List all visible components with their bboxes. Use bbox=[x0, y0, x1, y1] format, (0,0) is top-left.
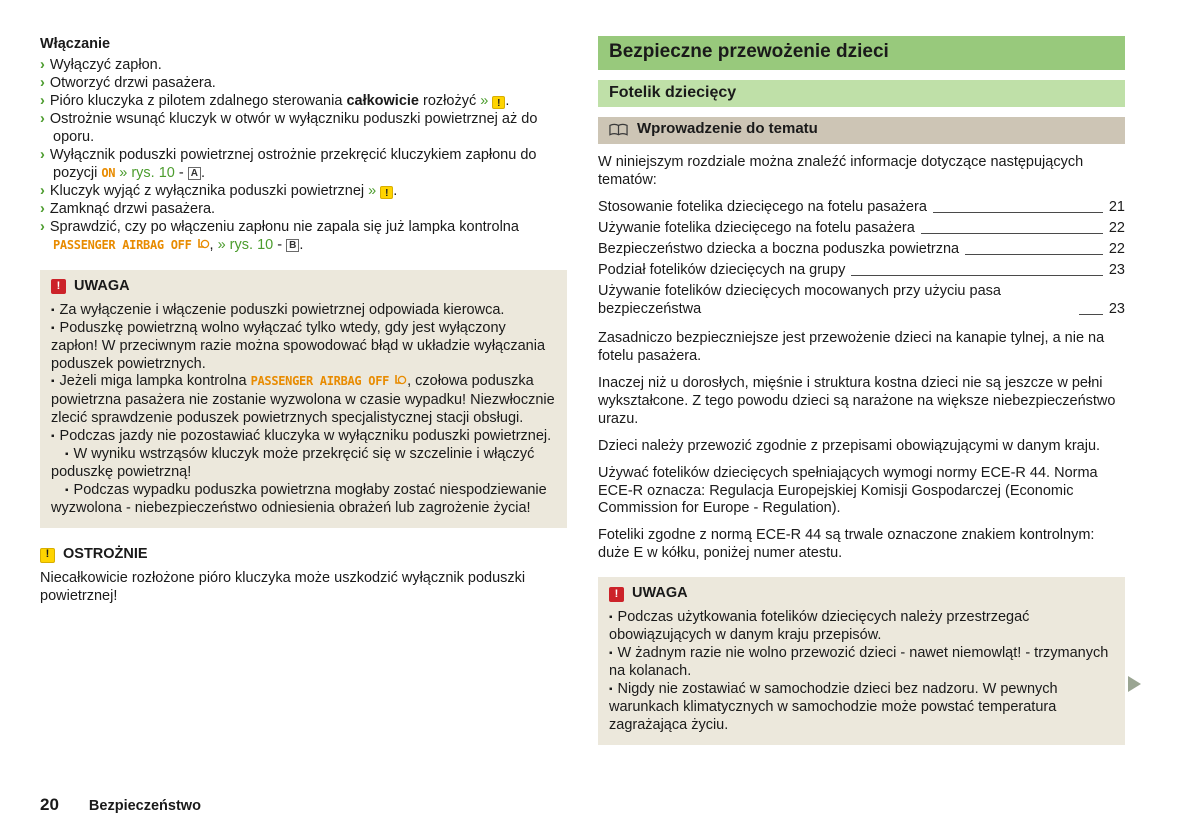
warning-icon: ! bbox=[380, 186, 393, 199]
toc-page-number: 23 bbox=[1108, 261, 1125, 278]
bullet-square-icon: ▪ bbox=[51, 322, 55, 334]
step-arrow-icon: › bbox=[40, 110, 45, 127]
section-heading: Fotelik dziecięcy bbox=[598, 80, 1125, 108]
warning-text: , czołowa poduszka powietrzna pasażera nie zostanie wyzwolona w czasie wypadku! Niezwłocznie zlecić sprawdzenie poduszek powietrznych specjalistycznej stacji obsługi. bbox=[51, 373, 555, 427]
procedure-step bbox=[40, 183, 567, 201]
bullet-square-icon: ▪ bbox=[51, 431, 55, 443]
step-arrow-icon: › bbox=[40, 56, 45, 73]
toc-label: Podział fotelików dziecięcych na grupy bbox=[598, 261, 846, 278]
step-text: Wyłącznik poduszki powietrznej ostrożnie przekręcić kluczykiem zapłonu do pozycji bbox=[49, 146, 537, 181]
topic-heading bbox=[598, 117, 1125, 144]
caution-text: Niecałkowicie rozłożone pióro kluczyka może uszkodzić wyłącznik poduszki powietrznej! bbox=[40, 570, 526, 605]
warning-text: Podczas wypadku poduszka powietrzna mogłaby zostać niespodziewanie wyzwolona - niebezpieczeństwo odniesienia obrażeń lub zagrożenie życia! bbox=[51, 482, 547, 517]
warning-subitem bbox=[51, 446, 556, 482]
warning-box-title bbox=[51, 278, 556, 296]
caution-title-text: OSTROŻNIE bbox=[63, 546, 148, 563]
step-text: . bbox=[393, 182, 398, 199]
toc-item[interactable] bbox=[598, 199, 1125, 217]
procedure-list bbox=[40, 57, 567, 256]
caution-section bbox=[40, 546, 567, 606]
control-label-on: ON bbox=[101, 165, 116, 180]
warning-text: Poduszkę powietrzną wolno wyłączać tylko wtedy, gdy jest wyłączony zapłon! W przeciwnym razie można spowodować błąd w układzie wyłączania poduszek powietrznych. bbox=[51, 319, 546, 372]
toc-label: Używanie fotelika dziecięcego na fotelu pasażera bbox=[598, 219, 915, 236]
warning-box bbox=[40, 270, 567, 529]
toc-leader-line bbox=[921, 233, 1103, 234]
cross-reference-figure[interactable]: » rys. 10 bbox=[115, 164, 175, 181]
airbag-indicator-icon bbox=[393, 374, 407, 392]
procedure-step bbox=[40, 201, 567, 219]
step-arrow-icon: › bbox=[40, 218, 45, 235]
step-text: rozłożyć bbox=[418, 92, 481, 109]
toc-page-number: 23 bbox=[1108, 300, 1125, 317]
warning-box bbox=[598, 577, 1125, 745]
toc-page-number: 21 bbox=[1108, 198, 1125, 215]
toc-label: Bezpieczeństwo dziecka a boczna poduszka powietrzna bbox=[598, 240, 960, 257]
warning-item bbox=[609, 681, 1114, 735]
warning-text: Nigdy nie zostawiać w samochodzie dzieci bez nadzoru. W pewnych warunkach klimatycznych w samochodzie może powstać temperatura zagrażająca życiu. bbox=[609, 681, 1058, 734]
cross-reference-figure[interactable]: » rys. 10 bbox=[217, 236, 274, 253]
warning-text: W żadnym razie nie wolno przewozić dzieci - nawet niemowląt! - trzymanych na kolanach. bbox=[609, 645, 1109, 680]
procedure-step bbox=[40, 57, 567, 75]
warning-item bbox=[609, 609, 1114, 645]
warning-text: Podczas jazdy nie pozostawiać kluczyka w wyłączniku poduszki powietrznej. bbox=[59, 428, 552, 445]
control-label-passenger-airbag-off: PASSENGER AIRBAG OFF bbox=[250, 374, 390, 389]
callout-letter-a: A bbox=[188, 167, 201, 180]
bullet-square-icon: ▪ bbox=[65, 449, 69, 461]
toc-label: Używanie fotelików dziecięcych mocowanych przy użyciu pasa bezpieczeństwa bbox=[598, 282, 1001, 317]
procedure-heading: Włączanie bbox=[40, 36, 111, 52]
caution-exclamation-icon: ! bbox=[40, 548, 55, 563]
step-text: , bbox=[209, 236, 218, 253]
step-text: Sprawdzić, czy po włączeniu zapłonu nie zapala się już lampka kontrolna bbox=[49, 218, 519, 235]
toc-item[interactable] bbox=[598, 220, 1125, 238]
warning-item bbox=[609, 645, 1114, 681]
toc-label: Stosowanie fotelika dziecięcego na fotelu pasażera bbox=[598, 198, 927, 215]
warning-text: W wyniku wstrząsów kluczyk może przekręcić się w szczelinie i włączyć poduszkę powietrzną! bbox=[51, 446, 535, 481]
step-text: Wyłączyć zapłon. bbox=[49, 56, 162, 73]
body-paragraph: Dzieci należy przewozić zgodnie z przepisami obowiązującymi w danym kraju. bbox=[598, 437, 1101, 454]
chapter-heading: Bezpieczne przewożenie dzieci bbox=[598, 36, 1125, 70]
warning-item bbox=[51, 373, 556, 428]
procedure-step bbox=[40, 75, 567, 93]
bullet-square-icon: ▪ bbox=[51, 376, 55, 388]
toc-item[interactable] bbox=[598, 283, 1125, 319]
cross-reference[interactable]: » bbox=[480, 92, 489, 109]
page-footer bbox=[40, 794, 201, 816]
bullet-square-icon: ▪ bbox=[51, 304, 55, 316]
toc-item[interactable] bbox=[598, 262, 1125, 280]
procedure-step bbox=[40, 111, 567, 147]
step-text: Pióro kluczyka z pilotem zdalnego sterowania bbox=[49, 92, 347, 109]
control-label-passenger-airbag-off: PASSENGER AIRBAG OFF bbox=[53, 237, 192, 252]
warning-box-title bbox=[609, 585, 1114, 603]
step-arrow-icon: › bbox=[40, 200, 45, 217]
page-number: 20 bbox=[40, 795, 59, 815]
procedure-step bbox=[40, 219, 567, 256]
continuation-arrow-icon bbox=[1128, 676, 1141, 692]
warning-text: Za wyłączenie i włączenie poduszki powietrznej odpowiada kierowca. bbox=[59, 301, 505, 318]
procedure-step bbox=[40, 147, 567, 183]
step-text: Ostrożnie wsunąć kluczyk w otwór w wyłączniku poduszki powietrznej aż do oporu. bbox=[49, 110, 538, 145]
warning-exclamation-icon: ! bbox=[609, 587, 624, 602]
toc bbox=[598, 199, 1125, 319]
step-arrow-icon: › bbox=[40, 92, 45, 109]
cross-reference[interactable]: » bbox=[368, 182, 377, 199]
right-column bbox=[598, 36, 1125, 745]
toc-item[interactable] bbox=[598, 241, 1125, 259]
warning-item bbox=[51, 428, 556, 446]
warning-item bbox=[51, 320, 556, 374]
chapter-name: Bezpieczeństwo bbox=[88, 798, 201, 815]
intro-paragraph: W niniejszym rozdziale można znaleźć informacje dotyczące następujących tematów: bbox=[598, 153, 1084, 188]
step-text: Otworzyć drzwi pasażera. bbox=[49, 74, 216, 91]
step-text: . bbox=[299, 236, 304, 253]
step-arrow-icon: › bbox=[40, 74, 45, 91]
book-icon bbox=[609, 123, 628, 137]
bullet-square-icon: ▪ bbox=[609, 684, 613, 696]
body-paragraph: Foteliki zgodne z normą ECE-R 44 są trwale oznaczone znakiem kontrolnym: duże E w kółku, poniżej numer atestu. bbox=[598, 527, 1095, 562]
warning-item bbox=[51, 302, 556, 320]
step-text: Kluczyk wyjąć z wyłącznika poduszki powietrznej bbox=[49, 182, 369, 199]
toc-leader-line bbox=[933, 212, 1103, 213]
step-arrow-icon: › bbox=[40, 182, 45, 199]
emphasized-text: całkowicie bbox=[346, 92, 419, 109]
bullet-square-icon: ▪ bbox=[609, 648, 613, 660]
topic-heading-text: Wprowadzenie do tematu bbox=[637, 120, 818, 138]
toc-leader-line bbox=[965, 254, 1103, 255]
toc-page-number: 22 bbox=[1108, 240, 1125, 257]
bullet-square-icon: ▪ bbox=[65, 485, 69, 497]
body-paragraph: Zasadniczo bezpieczniejsze jest przewożenie dzieci na kanapie tylnej, a nie na fotelu pasażera. bbox=[598, 329, 1105, 364]
warning-text: Podczas użytkowania fotelików dziecięcych należy przestrzegać obowiązujących w danym kraju przepisów. bbox=[609, 609, 1030, 644]
body-paragraph: Używać fotelików dziecięcych spełniających wymogi normy ECE-R 44. Norma ECE-R oznacza: Regulacja Europejskiej Komisji Gospodarczej (Economic Commission for Europe - Regulation). bbox=[598, 464, 1098, 517]
toc-page-number: 22 bbox=[1108, 219, 1125, 236]
toc-leader-line bbox=[851, 275, 1102, 276]
step-text: Zamknąć drzwi pasażera. bbox=[49, 200, 216, 217]
left-column bbox=[40, 36, 567, 745]
bullet-square-icon: ▪ bbox=[609, 612, 613, 624]
warning-title-text: UWAGA bbox=[632, 585, 688, 602]
callout-letter-b: B bbox=[286, 239, 299, 252]
warning-subitem bbox=[51, 482, 556, 518]
procedure-step bbox=[40, 93, 567, 111]
airbag-indicator-icon bbox=[196, 238, 210, 256]
step-text: - bbox=[174, 164, 188, 181]
step-arrow-icon: › bbox=[40, 146, 45, 163]
warning-exclamation-icon: ! bbox=[51, 279, 66, 294]
step-text: . bbox=[505, 92, 510, 109]
step-text: . bbox=[200, 164, 206, 181]
toc-leader-line bbox=[1079, 314, 1103, 315]
warning-title-text: UWAGA bbox=[74, 277, 130, 294]
step-text: - bbox=[273, 236, 287, 253]
warning-text: Jeżeli miga lampka kontrolna bbox=[59, 373, 251, 390]
warning-icon: ! bbox=[492, 96, 505, 109]
caution-title bbox=[40, 546, 567, 564]
body-paragraph: Inaczej niż u dorosłych, mięśnie i struktura kostna dzieci nie są jeszcze w pełni wykształcone. Z tego powodu dzieci są narażone na większe niebezpieczeństwo urazu. bbox=[598, 374, 1116, 427]
